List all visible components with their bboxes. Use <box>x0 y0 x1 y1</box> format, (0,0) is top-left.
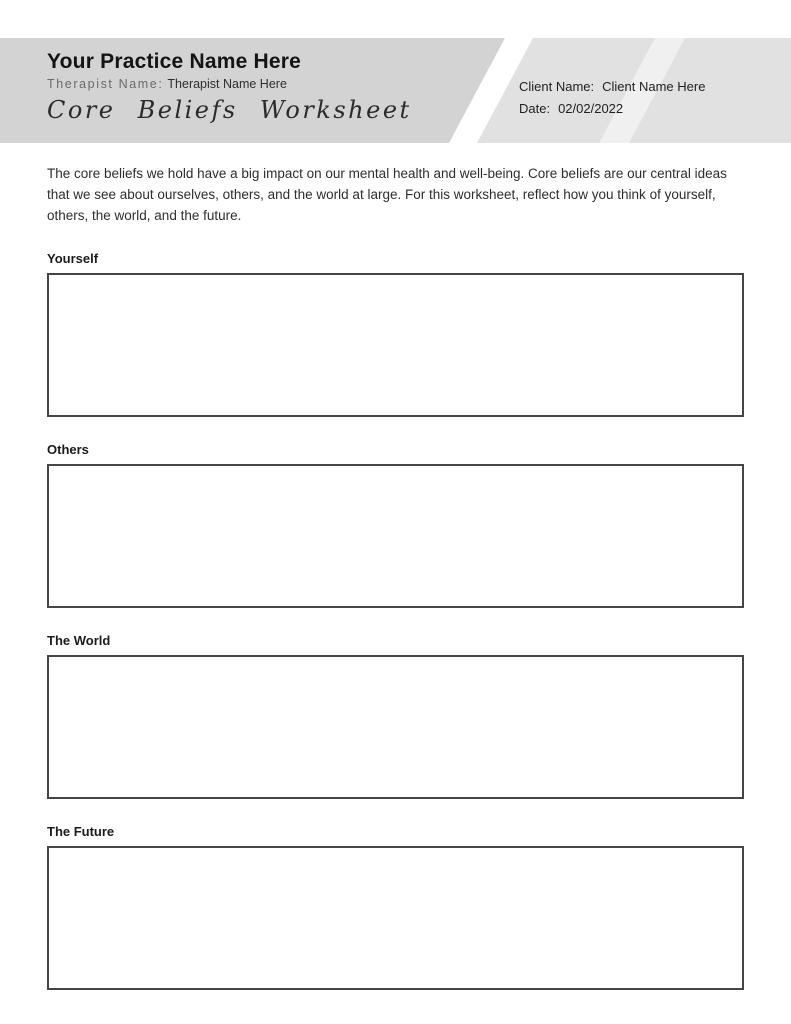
client-info-block <box>519 76 705 120</box>
section-others-label: Others <box>47 442 89 457</box>
section-yourself <box>47 251 744 417</box>
section-the-world-label: The World <box>47 633 111 648</box>
intro-paragraph: The core beliefs we hold have a big impact on our mental health and well-being. Core beliefs are our central ideas that we see about ourselves, others, and the world at large. For this worksheet, reflect how you think of yourself, others, the world, and the future. <box>47 166 727 223</box>
the-world-response-box[interactable] <box>47 655 744 799</box>
therapist-line <box>47 76 447 93</box>
yourself-response-box[interactable] <box>47 273 744 417</box>
date-value: 02/02/2022 <box>558 101 624 116</box>
section-the-future-label: The Future <box>47 824 115 839</box>
section-others <box>47 442 744 608</box>
section-the-future <box>47 824 744 990</box>
others-response-box[interactable] <box>47 464 744 608</box>
therapist-name-value: Therapist Name Here <box>167 77 287 91</box>
client-name-value: Client Name Here <box>602 79 706 94</box>
header-band <box>0 38 791 143</box>
date-row <box>519 98 705 120</box>
section-yourself-label: Yourself <box>47 251 99 266</box>
client-name-label: Client Name: <box>519 79 595 94</box>
practice-block <box>47 49 447 124</box>
section-the-world <box>47 633 744 799</box>
client-name-row <box>519 76 705 98</box>
worksheet-content <box>47 143 744 990</box>
date-label: Date: <box>519 101 551 116</box>
practice-name: Your Practice Name Here <box>47 50 301 73</box>
worksheet-title: Core Beliefs Worksheet <box>47 96 412 124</box>
therapist-name-label: Therapist Name: <box>47 77 164 91</box>
the-future-response-box[interactable] <box>47 846 744 990</box>
